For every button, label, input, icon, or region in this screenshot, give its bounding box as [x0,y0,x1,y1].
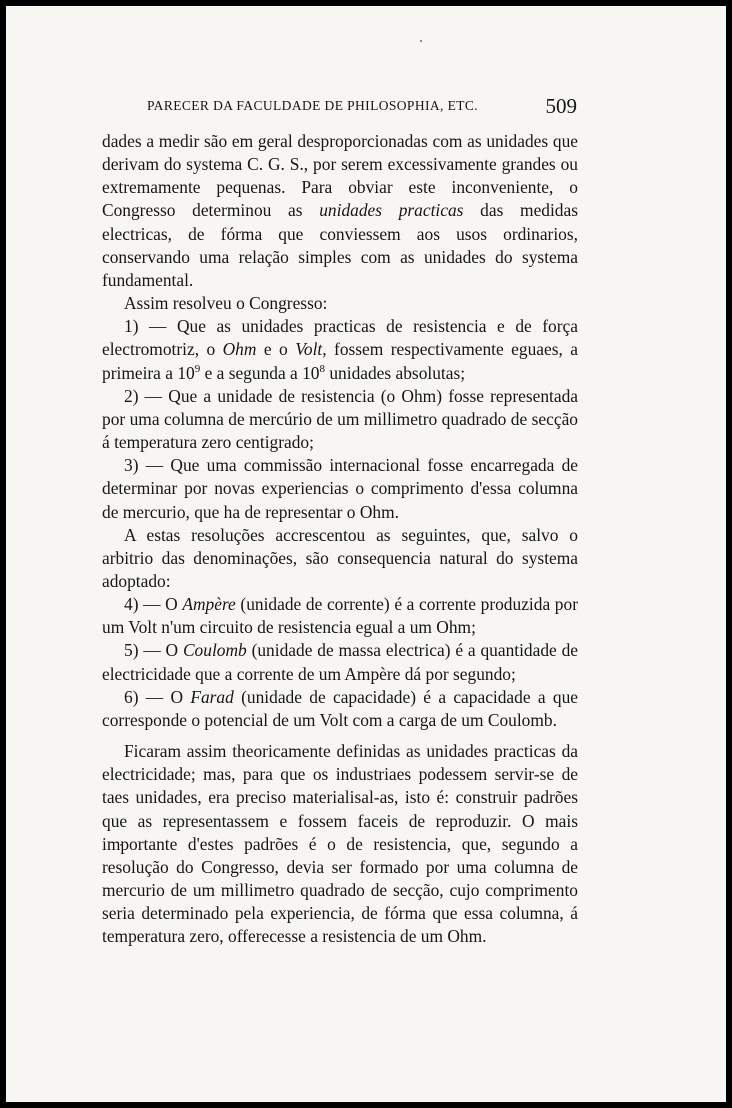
paragraph-units-intro: dades a medir são em geral desproporcionadas com as unidades que derivam do systema C. G. S., por serem excessivamente grandes ou extremamente pequenas. Para obviar este inconveniente, o Congresso determinou as unidades practicas das medidas electricas, de fórma que conviessem aos usos ordinarios, conservando uma relação simples com as unidades do systema fundamental. [102,131,578,290]
paper-speck [420,40,422,42]
resolution-item-3: 3) — Que uma commissão internacional fosse encarregada de determinar por novas experiencias o comprimento d'essa columna de mercurio, que ha de representar o Ohm. [102,455,578,522]
book-page [6,6,726,1102]
running-title: PARECER DA FACULDADE DE PHILOSOPHIA, ETC. [147,98,479,113]
resolution-item-5: 5) — O Coulomb (unidade de massa electrica) é a quantidade de electricidade que a corrente de um Ampère dá por segundo; [102,640,579,684]
exponent-9: 9 [194,362,201,375]
emphasis-unidades-practicas: unidades practicas [319,200,464,221]
paragraph-congress-resolved: Assim resolveu o Congresso: [124,293,328,314]
paragraph-standards: Ficaram assim theoricamente definidas as unidades practicas da electricidade; mas, para que os industriaes podessem servir-se de taes unidades, era preciso materialisal-as, isto é: construir padrões que as representassem e fossem faceis de reproduzir. O mais importante d'estes padrões é o de resistencia, que, segundo a resolução do Congresso, devia ser formado por uma columna de mercurio de um millimetro quadrado de secção, cujo comprimento seria determinado pela experiencia, de fórma que essa columna, á temperatura zero, offerecesse a resistencia de um Ohm. [102,741,578,947]
emphasis-ampere: Ampère [182,594,236,615]
resolution-item-6: 6) — O Farad (unidade de capacidade) é a capacidade a que corresponde o potencial de um Volt com a carga de um Coulomb. [102,686,578,730]
emphasis-ohm: Ohm [222,339,257,360]
page-body [102,130,578,948]
page-number: 509 [545,94,577,118]
emphasis-coulomb: Coulomb [182,640,247,661]
resolution-item-2: 2) — Que a unidade de resistencia (o Ohm) fosse representada por uma columna de mercúrio de um millimetro quadrado de secção á temperatura zero centigrado; [102,385,578,453]
paragraph-additional-resolutions: A estas resoluções accrescentou as seguintes, que, salvo o arbitrio das denominações, são consequencia natural do systema adoptado: [102,524,578,591]
emphasis-volt: Volt, [295,339,327,360]
resolution-item-4: 4) — O Ampère (unidade de corrente) é a corrente produzida por um Volt n'um circuito de resistencia egual a um Ohm; [102,594,578,638]
emphasis-farad: Farad [190,686,234,707]
resolution-item-1: 1) — Que as unidades practicas de resistencia e de força electromotriz, o Ohm e o Volt, fossem respectivamente eguaes, a primeira a $10^9$ e a segunda a $10^8$ unidades absolutas; [102,316,578,383]
exponent-8: 8 [319,362,325,375]
running-header [147,94,577,122]
